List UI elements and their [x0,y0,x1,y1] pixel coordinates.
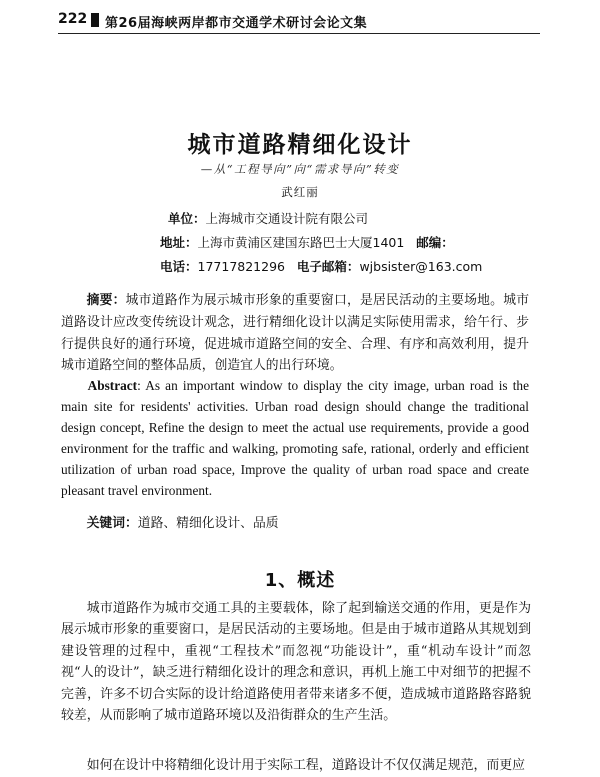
email-label: 电子邮箱： [296,259,360,274]
abstract-en [61,376,529,501]
abstract-en-label: Abstract [87,378,138,393]
postcode-label: 邮编： [416,235,454,250]
phone-label: 电话： [160,259,198,274]
keywords-label: 关键词： [86,516,138,531]
abstract-cn-text: 城市道路作为展示城市形象的重要窗口，是居民活动的主要场地。城市道路设计应改变传统设计观念，进行精细化设计以满足实际使用需求，给午行、步行提供良好的通行环境，促进城市道路空间的安全、合理、有序和高效利用，提升城市道路空间的整体品质，创造宜人的出行环境。 [61,293,530,374]
section-heading: 1、概述 [264,570,336,591]
abstract-cn [61,290,529,377]
address-label: 地址： [160,235,198,250]
abstract-en-text: : As an important window to display the city image, urban road is the main site for residents' activities. Urban road design should change the traditional design concept, Refine the design to meet the actual use requirements, provide a good environment for the traffic and walking, promoting safe, rational, orderly and efficient utilization of urban road space, Improve the quality of urban road space and create pleasant travel environment. [61,378,529,498]
address-value: 上海市黄浦区建国东路巴士大厦1401 [197,235,405,250]
affiliation-line [168,209,508,227]
keywords-text: 道路、精细化设计、品质 [137,516,279,531]
paper-subtitle: —从“工程导向”向“需求导向”转变 [200,162,400,176]
keywords [61,512,529,531]
header-block-mark [91,13,99,27]
email-value: wjbsister@163.com [359,259,483,274]
author-name: 武红丽 [281,185,319,199]
phone-value: 17717821296 [197,259,285,274]
page-number: 222 [58,11,88,27]
running-header [58,9,540,34]
address-line [160,233,500,251]
section-paragraph-2: 如何在设计中将精细化设计用于实际工程，道路设计不仅仅满足规范，而更应 [86,758,526,773]
unit-label: 单位： [168,211,206,226]
abstract-cn-label: 摘要： [86,293,126,308]
contact-line [160,257,500,275]
paper-title: 城市道路精细化设计 [187,132,413,158]
unit-value: 上海城市交通设计院有限公司 [205,211,369,226]
section-paragraph: 城市道路作为城市交通工具的主要载体，除了起到输送交通的作用，更是作为展示城市形象的重要窗口，是居民活动的主要场地。但是由于城市道路从其规划到建设管理的过程中，重视“工程技术”而忽视“功能设计”，重“机动车设计”而忽视“人的设计”，缺乏进行精细化设计的理念和意识，再机上施工中对细节的把握不完善，许多不切合实际的设计给道路使用者带来诸多不便，造成城市道路路容路貌较差，从而影响了城市道路环境以及沿街群众的生产生活。 [61,601,531,724]
journal-title: 第26届海峡两岸都市交通学术研讨会论文集 [105,16,368,31]
